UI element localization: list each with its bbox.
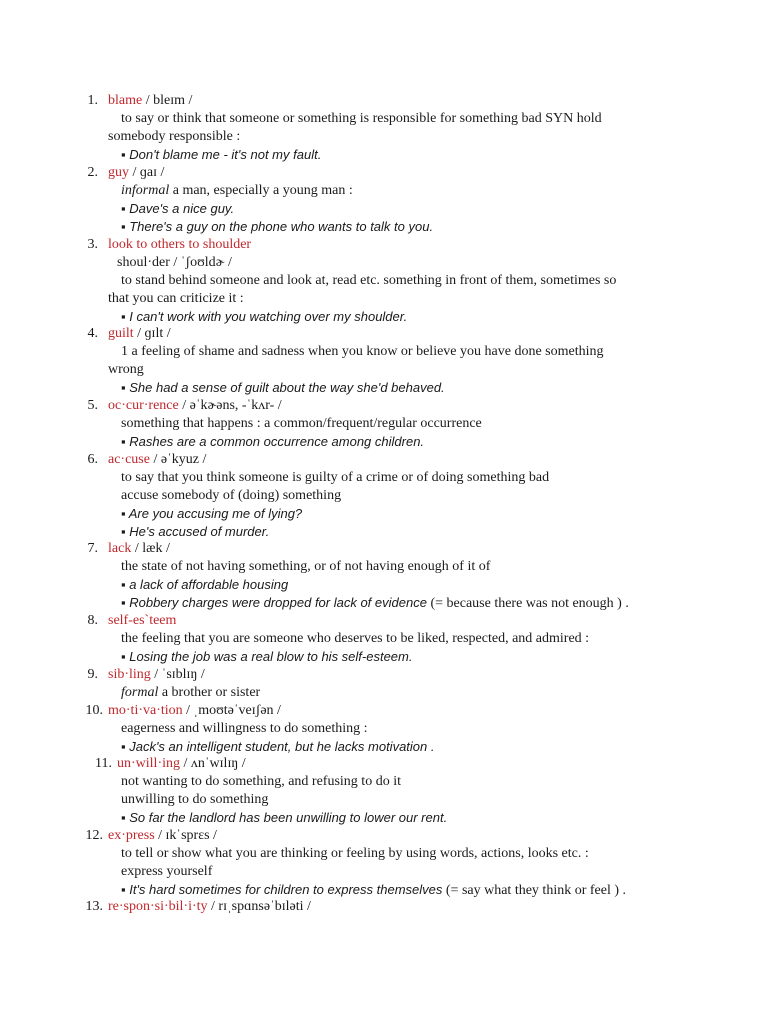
- definition: to stand behind someone and look at, read etc. something in front of them, sometimes so: [121, 273, 617, 288]
- pronunciation: / əˈkɚəns, -ˈkʌr- /: [178, 398, 282, 413]
- example: ▪ Dave's a nice guy.: [121, 201, 235, 216]
- definition: to say or think that someone or something is responsible for something bad SYN hold: [121, 111, 602, 126]
- example: ▪ Robbery charges were dropped for lack of evidence: [121, 595, 427, 610]
- entry-number: 12.: [85, 828, 103, 843]
- usage-label: informal: [121, 183, 170, 198]
- entry-number: 1.: [87, 93, 98, 108]
- example-line: [121, 594, 629, 612]
- headword: self-es`teem: [108, 613, 177, 628]
- example: ▪ He's accused of murder.: [121, 524, 270, 539]
- entry-number: 5.: [87, 398, 98, 413]
- headword: guilt: [108, 326, 134, 341]
- pronunciation: / ʌnˈwɪlɪŋ /: [180, 756, 246, 771]
- headword-line: [108, 540, 170, 558]
- entry-number: 6.: [87, 452, 98, 467]
- definition: something that happens : a common/frequent/regular occurrence: [121, 416, 482, 431]
- headword: un·will·ing: [117, 756, 180, 771]
- definition: to say that you think someone is guilty of a crime or of doing something bad: [121, 470, 550, 485]
- headword-line: [108, 451, 206, 469]
- headword-line: [108, 164, 164, 182]
- example: ▪ So far the landlord has been unwilling to lower our rent.: [121, 810, 448, 825]
- definition-line: [121, 684, 260, 702]
- headword-line: [108, 827, 217, 845]
- example: ▪ Rashes are a common occurrence among children.: [121, 434, 425, 449]
- headword-line: [108, 92, 192, 110]
- entry-number: 8.: [87, 613, 98, 628]
- example-line: [121, 881, 626, 899]
- pronunciation: / rɪˌspɑnsəˈbɪləti /: [207, 899, 311, 914]
- definition: the state of not having something, or of not having enough of it of: [121, 559, 491, 574]
- entry-number: 7.: [87, 541, 98, 556]
- usage-pattern: express yourself: [121, 864, 213, 879]
- entry-number: 4.: [87, 326, 98, 341]
- example: ▪ a lack of affordable housing: [121, 577, 289, 592]
- usage-label: formal: [121, 685, 159, 700]
- pronunciation: / ɡɪlt /: [133, 326, 171, 341]
- usage-pattern: unwilling to do something: [121, 792, 269, 807]
- headword: mo·ti·va·tion: [108, 703, 183, 718]
- headword-line: [108, 702, 281, 720]
- pronunciation: / ɡaɪ /: [129, 165, 165, 180]
- headword: lack: [108, 541, 132, 556]
- pronunciation: / əˈkyuz /: [149, 452, 207, 467]
- entry-number: 2.: [87, 165, 98, 180]
- pronunciation: / ɪkˈsprɛs /: [154, 828, 217, 843]
- headword: oc·cur·rence: [108, 398, 179, 413]
- example: ▪ I can't work with you watching over my shoulder.: [121, 309, 408, 324]
- definition-cont: wrong: [108, 362, 144, 377]
- entry-number: 10.: [85, 703, 103, 718]
- headword: ex·press: [108, 828, 155, 843]
- example-gloss: (= because there was not enough ) .: [426, 596, 629, 611]
- example-gloss: (= say what they think or feel ) .: [442, 883, 627, 898]
- definition: 1 a feeling of shame and sadness when you know or believe you have done something: [121, 344, 604, 359]
- headword: blame: [108, 93, 143, 108]
- entry-number: 11.: [95, 756, 112, 771]
- usage-pattern: accuse somebody of (doing) something: [121, 488, 342, 503]
- definition-cont: that you can criticize it :: [108, 291, 244, 306]
- headword-line: [108, 397, 282, 415]
- definition: a brother or sister: [158, 685, 261, 700]
- definition: to tell or show what you are thinking or feeling by using words, actions, looks etc. :: [121, 846, 589, 861]
- headword-line: [117, 755, 246, 773]
- pronunciation: / ˈsɪblɪŋ /: [150, 667, 205, 682]
- headword-line: [108, 898, 311, 916]
- definition: the feeling that you are someone who deserves to be liked, respected, and admired :: [121, 631, 590, 646]
- definition: a man, especially a young man :: [169, 183, 353, 198]
- example: ▪ There's a guy on the phone who wants to talk to you.: [121, 219, 434, 234]
- example: ▪ Are you accusing me of lying?: [121, 506, 303, 521]
- example: ▪ Jack's an intelligent student, but he lacks motivation .: [121, 739, 435, 754]
- entry-number: 13.: [85, 899, 103, 914]
- example: ▪ Don't blame me - it's not my fault.: [121, 147, 322, 162]
- entry-number: 3.: [87, 237, 98, 252]
- example: ▪ Losing the job was a real blow to his self-esteem.: [121, 649, 413, 664]
- headword: ac·cuse: [108, 452, 150, 467]
- headword: sib·ling: [108, 667, 151, 682]
- headword-line: [108, 666, 205, 684]
- entry-number: 9.: [87, 667, 98, 682]
- pronunciation: / ˌmoʊtəˈveɪʃən /: [182, 703, 281, 718]
- headword-line: [108, 325, 171, 343]
- example: ▪ She had a sense of guilt about the way she'd behaved.: [121, 380, 445, 395]
- headword: guy: [108, 165, 129, 180]
- headword: re·spon·si·bil·i·ty: [108, 899, 208, 914]
- definition: not wanting to do something, and refusing to do it: [121, 774, 401, 789]
- example: ▪ It's hard sometimes for children to express themselves: [121, 882, 443, 897]
- definition: eagerness and willingness to do something :: [121, 721, 368, 736]
- definition-line: [121, 182, 353, 200]
- sub-headword: shoul·der / ˈʃoʊldɚ /: [117, 255, 232, 270]
- headword: look to others to shoulder: [108, 237, 252, 252]
- definition-cont: somebody responsible :: [108, 129, 241, 144]
- pronunciation: / bleɪm /: [142, 93, 193, 108]
- pronunciation: / læk /: [131, 541, 170, 556]
